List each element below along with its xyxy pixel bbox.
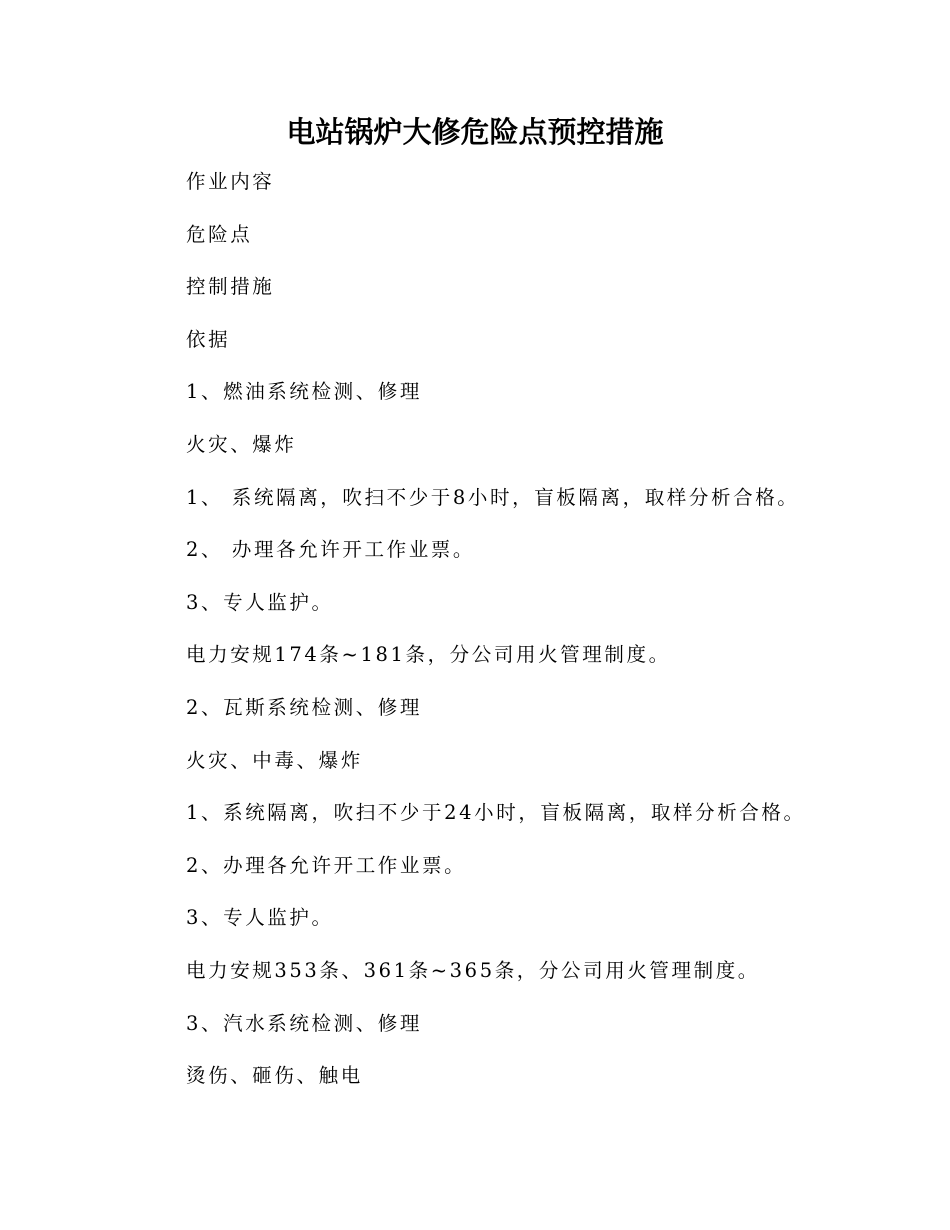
text-line-steam-water-hazards: 烫伤、砸伤、触电 bbox=[186, 1064, 363, 1088]
text-line-fuel-system-task: 1、燃油系统检测、修理 bbox=[186, 380, 423, 404]
text-line-gas-measure-2: 2、办理各允许开工作业票。 bbox=[186, 853, 467, 877]
text-line-gas-system-hazards: 火灾、中毒、爆炸 bbox=[186, 748, 363, 772]
text-line-gas-measure-1: 1、系统隔离，吹扫不少于24小时，盲板隔离，取样分析合格。 bbox=[186, 801, 806, 825]
text-line-fuel-basis: 电力安规174条~181条，分公司用火管理制度。 bbox=[186, 643, 671, 667]
document-title: 电站锅炉大修危险点预控措施 bbox=[286, 115, 664, 149]
text-line-work-content: 作业内容 bbox=[186, 170, 275, 193]
text-line-gas-basis: 电力安规353条、361条~365条，分公司用火管理制度。 bbox=[186, 958, 760, 982]
text-line-gas-system-task: 2、瓦斯系统检测、修理 bbox=[186, 695, 423, 719]
text-line-gas-measure-3: 3、专人监护。 bbox=[186, 906, 334, 930]
text-line-fuel-measure-1: 1、 系统隔离，吹扫不少于8小时，盲板隔离，取样分析合格。 bbox=[186, 485, 800, 509]
text-line-hazard-point: 危险点 bbox=[186, 222, 253, 246]
text-line-fuel-measure-2: 2、 办理各允许开工作业票。 bbox=[186, 538, 476, 562]
text-line-fuel-measure-3: 3、专人监护。 bbox=[186, 590, 334, 614]
text-line-basis: 依据 bbox=[186, 327, 231, 351]
text-line-control-measures: 控制措施 bbox=[186, 275, 275, 299]
text-line-fuel-system-hazards: 火灾、爆炸 bbox=[186, 432, 297, 456]
document-body bbox=[186, 167, 906, 1114]
text-line-steam-water-system-task: 3、汽水系统检测、修理 bbox=[186, 1011, 423, 1035]
